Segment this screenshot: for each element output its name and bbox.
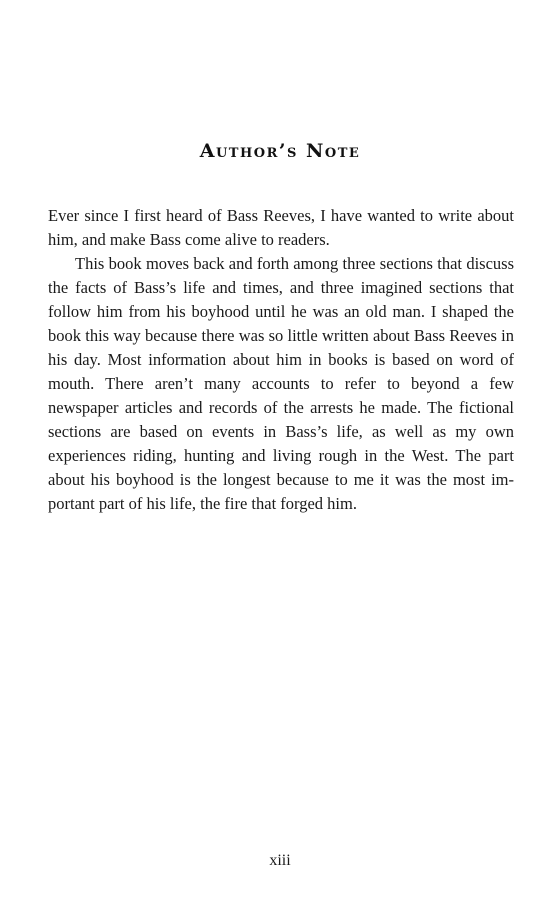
body-text: [48, 204, 514, 516]
paragraph-2: This book moves back and forth among three sections that discuss the facts of Bass’s life and times, and three imagined sections that follow him from his boyhood until he was an old man. I shaped the book this way because there was so little written about Bass Reeves in his day. Most information about him in books is based on word of mouth. There aren’t many accounts to refer to beyond a few newspaper articles and records of the arrests he made. The fictional sections are based on events in Bass’s life, as well as my own experiences riding, hunting and living rough in the West. The part about his boyhood is the longest because to me it was the most important part of his life, the fire that forged him.: [48, 254, 514, 513]
chapter-heading: Author’s Note: [199, 140, 361, 162]
paragraph-1: Ever since I first heard of Bass Reeves, I have wanted to write about him, and make Bass come alive to readers.: [48, 206, 514, 249]
page-number: xiii: [269, 852, 291, 869]
